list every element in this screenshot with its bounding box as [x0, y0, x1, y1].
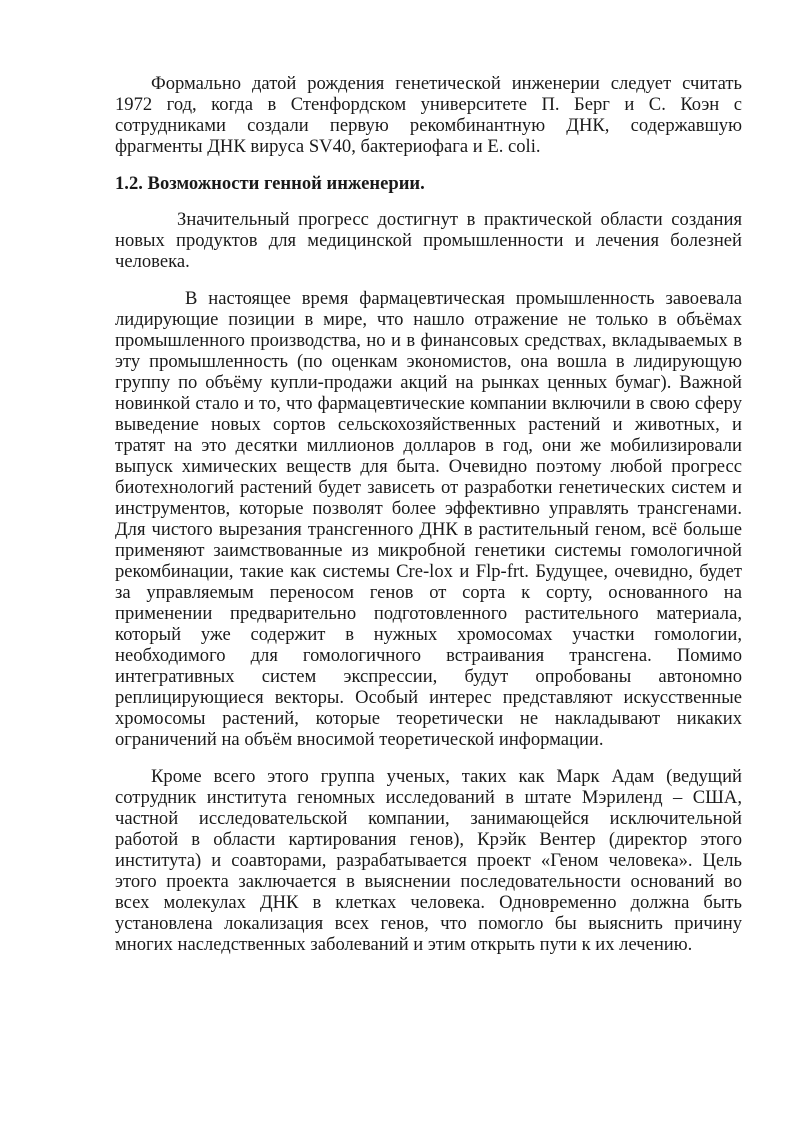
section-heading: 1.2. Возможности генной инженерии. — [115, 173, 425, 194]
paragraph-pharmaceutical-industry: В настоящее время фармацевтическая промышленность завоевала лидирующие позиции в мире, что нашло отражение не только в объёмах промышленного производства, но и в финансовых средствах, вкладываемых в эту промышленность (по оценкам экономистов, она вошла в лидирующую группу по объёму купли-продажи акций на рынках ценных бумаг). Важной новинкой стало и то, что фармацевтические компании включили в свою сферу выведение новых сортов сельскохозяйственных растений и животных, и тратят на это десятки миллионов долларов в год, они же мобилизировали выпуск химических веществ для быта. Очевидно поэтому любой прогресс биотехнологий растений будет зависеть от разработки генетических систем и инструментов, которые позволят более эффективно управлять трансгенами. Для чистого вырезания трансгенного ДНК в растительный геном, всё больше применяют заимствованные из микробной генетики системы гомологичной рекомбинации, такие как системы Cre-lox и Flp-frt. Будущее, очевидно, будет за управляемым переносом генов от сорта к сорту, основанного на применении предварительно подготовленного растительного материала, который уже содержит в нужных хромосомах участки гомологии, необходимого для гомологичного встраивания трансгена. Помимо интегративных систем экспрессии, будут опробованы автономно реплицирующиеся векторы. Особый интерес представляют искусственные хромосомы растений, которые теоретически не накладывают никаких ограничений на объём вносимой теоретической информации. — [115, 288, 742, 750]
paragraph-progress: Значительный прогресс достигнут в практической области создания новых продуктов для медицинской промышленности и лечения болезней человека. — [115, 209, 742, 272]
document-page — [115, 73, 742, 955]
paragraph-genetic-engineering-origin: Формально датой рождения генетической инженерии следует считать 1972 год, когда в Стенфордском университете П. Берг и С. Коэн с сотрудниками создали первую рекомбинантную ДНК, содержавшую фрагменты ДНК вируса SV40, бактериофага и E. coli. — [115, 73, 742, 157]
paragraph-human-genome: Кроме всего этого группа ученых, таких как Марк Адам (ведущий сотрудник института геномных исследований в штате Мэриленд – США, частной исследовательской компании, занимающейся исключительной работой в области картирования генов), Крэйк Вентер (директор этого института) и соавторами, разрабатывается проект «Геном человека». Цель этого проекта заключается в выяснении последовательности оснований во всех молекулах ДНК в клетках человека. Одновременно должна быть установлена локализация всех генов, что помогло бы выяснить причину многих наследственных заболеваний и этим открыть пути к их лечению. — [115, 766, 742, 955]
